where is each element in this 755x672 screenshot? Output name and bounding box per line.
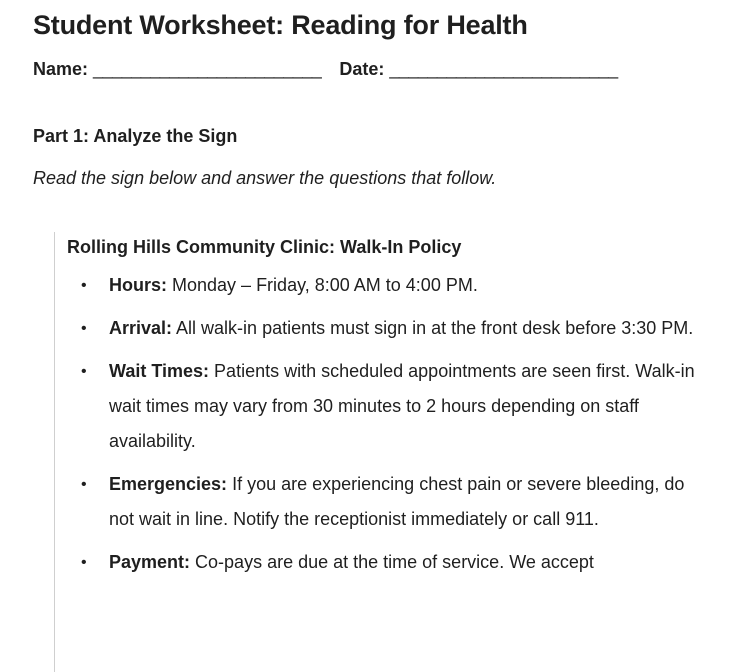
policy-label: Emergencies:	[109, 474, 228, 494]
bullet-icon: •	[81, 363, 87, 380]
policy-text: All walk-in patients must sign in at the front desk before 3:30 PM.	[176, 318, 694, 338]
bullet-icon: •	[81, 277, 87, 294]
policy-item-emergencies	[67, 467, 714, 537]
policy-text: Patients with scheduled appointments are seen first. Walk-in wait times may vary from 30 minutes to 2 hours depending on staff availability.	[109, 361, 695, 451]
policy-item-payment	[67, 545, 714, 580]
policy-item-wait-times	[67, 354, 714, 459]
worksheet-title: Student Worksheet: Reading for Health	[33, 10, 528, 40]
date-label: Date:	[339, 59, 385, 79]
name-date-line	[33, 59, 618, 80]
sign-title: Rolling Hills Community Clinic: Walk-In Policy	[67, 237, 462, 257]
part1-instructions: Read the sign below and answer the questions that follow.	[33, 168, 497, 188]
part1-heading: Part 1: Analyze the Sign	[33, 126, 238, 146]
date-blank: ________________________	[389, 59, 618, 79]
name-label: Name:	[33, 59, 89, 79]
policy-text: Monday – Friday, 8:00 AM to 4:00 PM.	[172, 275, 478, 295]
policy-label: Payment:	[109, 552, 191, 572]
policy-item-arrival	[67, 311, 714, 346]
bullet-icon: •	[81, 554, 87, 571]
policy-label: Wait Times:	[109, 361, 210, 381]
policy-label: Arrival:	[109, 318, 173, 338]
policy-label: Hours:	[109, 275, 167, 295]
policy-text: If you are experiencing chest pain or severe bleeding, do not wait in line. Notify the receptionist immediately or call 911.	[109, 474, 685, 529]
clinic-sign-blockquote	[54, 232, 714, 672]
policy-item-hours	[67, 268, 714, 303]
bullet-icon: •	[81, 476, 87, 493]
sign-policy-list	[67, 268, 714, 580]
bullet-icon: •	[81, 320, 87, 337]
policy-text: Co-pays are due at the time of service. We accept	[195, 552, 594, 572]
name-blank: ________________________	[93, 59, 322, 79]
